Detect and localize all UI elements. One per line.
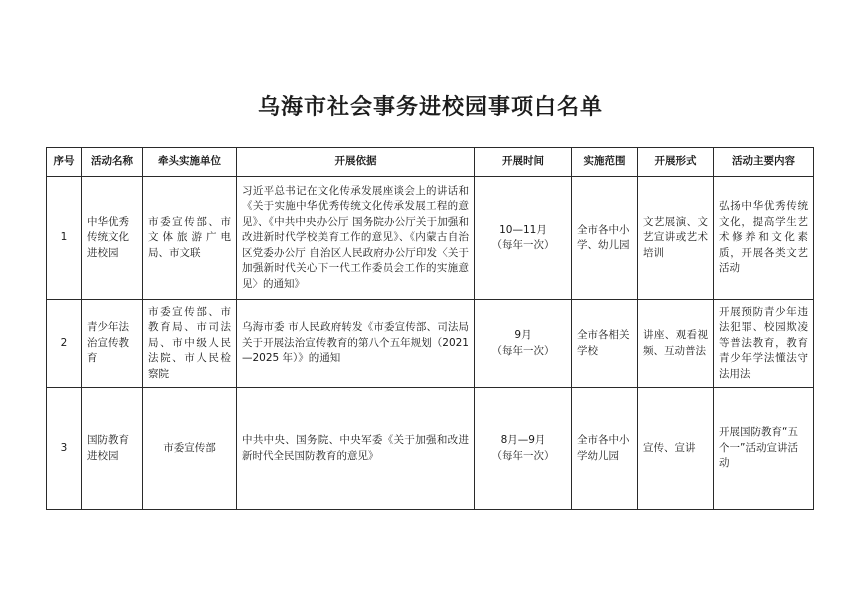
- cell-basis: 乌海市委 市人民政府转发《市委宣传部、司法局关于开展法治宣传教育的第八个五年规划（2021—2025 年）》的通知: [237, 300, 475, 388]
- header-basis: 开展依据: [237, 148, 475, 177]
- cell-form: 宣传、宣讲: [638, 388, 714, 510]
- header-activity-name: 活动名称: [82, 148, 143, 177]
- header-time: 开展时间: [475, 148, 572, 177]
- cell-time: [475, 177, 572, 300]
- whitelist-table: [46, 147, 814, 510]
- cell-scope: 全市各中小学、幼儿园: [572, 177, 638, 300]
- document-title: 乌海市社会事务进校园事项白名单: [257, 94, 603, 120]
- time-frequency: （每年一次）: [491, 449, 555, 462]
- cell-activity-name: 青少年法治宣传教育: [82, 300, 143, 388]
- cell-content: 开展预防青少年违法犯罪、校园欺凌等普法教育，教育青少年学法懂法守法用法: [714, 300, 814, 388]
- cell-scope: 全市各中小学幼儿园: [572, 388, 638, 510]
- cell-lead-unit: 市委宣传部: [143, 388, 237, 510]
- time-frequency: （每年一次）: [491, 344, 555, 357]
- cell-index: 3: [47, 388, 82, 510]
- header-lead-unit: 牵头实施单位: [143, 148, 237, 177]
- cell-activity-name: 中华优秀传统文化进校园: [82, 177, 143, 300]
- table-row: [47, 388, 814, 510]
- cell-basis: 习近平总书记在文化传承发展座谈会上的讲话和《关于实施中华优秀传统文化传承发展工程的意见》、《中共中央办公厅 国务院办公厅关于加强和改进新时代学校美育工作的意见》、《内蒙古自治区党委办公厅 自治区人民政府办公厅印发〈关于加强新时代关心下一代工作委员会工作的实施意见〉的通知》: [237, 177, 475, 300]
- time-range: 10—11月: [499, 223, 547, 236]
- header-scope: 实施范围: [572, 148, 638, 177]
- cell-time: [475, 300, 572, 388]
- cell-lead-unit: 市委宣传部、市文体旅游广电局、市文联: [143, 177, 237, 300]
- header-form: 开展形式: [638, 148, 714, 177]
- cell-lead-unit: 市委宣传部、市教育局、市司法局、市中级人民法院、市人民检察院: [143, 300, 237, 388]
- cell-time: [475, 388, 572, 510]
- cell-basis: 中共中央、国务院、中央军委《关于加强和改进新时代全民国防教育的意见》: [237, 388, 475, 510]
- cell-scope: 全市各相关学校: [572, 300, 638, 388]
- cell-activity-name: 国防教育进校园: [82, 388, 143, 510]
- cell-content: 开展国防教育“五个一”活动宣讲活动: [714, 388, 814, 510]
- header-index: 序号: [47, 148, 82, 177]
- time-frequency: （每年一次）: [491, 239, 555, 251]
- table-row: [47, 177, 814, 300]
- cell-form: 文艺展演、文艺宣讲或艺术培训: [638, 177, 714, 300]
- cell-index: 2: [47, 300, 82, 388]
- header-content: 活动主要内容: [714, 148, 814, 177]
- time-range: 8月—9月: [500, 434, 546, 446]
- table-row: [47, 300, 814, 388]
- cell-form: 讲座、观看视频、互动普法: [638, 300, 714, 388]
- cell-content: 弘扬中华优秀传统文化，提高学生艺术修养和文化素质，开展各类文艺活动: [714, 177, 814, 300]
- table-header-row: [47, 148, 814, 177]
- cell-index: 1: [47, 177, 82, 300]
- time-range: 9月: [514, 329, 532, 341]
